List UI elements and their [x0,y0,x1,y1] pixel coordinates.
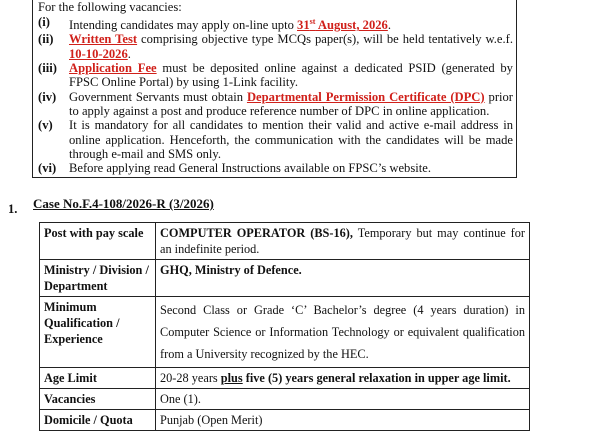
row-label: Minimum Qualification / Experience [40,297,156,368]
age-range: 20-28 years [160,371,221,385]
note-item-1 [38,15,513,32]
note-text: Government Servants must obtain [69,89,247,104]
note-text: comprising objective type MCQs paper(s), will be held tentatively w.e.f. [137,32,513,47]
deadline-date [297,18,388,32]
vacancies-value: One (1). [156,389,530,410]
note-text: prior to apply against a post and produce reference number of DPC in online application. [69,89,514,118]
intro-text: For the following vacancies: [38,0,182,14]
note-number: (iv) [38,89,57,104]
table-row [40,260,530,297]
note-item-3 [38,61,513,90]
note-item-5 [38,118,513,161]
note-text: Intending candidates may apply on-line upto [69,18,298,33]
age-plus: plus [220,371,243,385]
note-number: (i) [38,15,50,29]
vacancy-notes-list [38,15,513,175]
note-item-2 [38,32,513,61]
deadline-day: 31 [297,18,310,33]
note-number: (iii) [38,61,57,76]
post-title: COMPUTER OPERATOR (BS-16), [160,226,353,240]
dpc-highlight: Departmental Permission Certificate (DPC) [246,89,485,104]
note-item-6 [38,161,513,175]
row-label: Vacancies [40,389,156,410]
row-label: Post with pay scale [40,223,156,260]
domicile-value: Punjab (Open Merit) [156,410,530,431]
deadline-suffix: st [309,17,316,26]
note-text: Before applying read General Instructions available on FPSC’s website. [69,161,431,176]
table-row [40,368,530,389]
table-row [40,223,530,260]
note-number: (ii) [38,32,54,47]
note-text: must be deposited online against a dedicated PSID (generated by FPSC Online Portal) by using 1-Link facility. [69,61,513,90]
note-number: (vi) [38,161,57,176]
table-row [40,410,530,431]
table-row [40,389,530,410]
row-value [156,368,530,389]
test-date: 10-10-2026 [69,46,128,61]
written-test-highlight: Written Test [69,32,138,47]
note-punct: . [387,18,391,33]
department-value: GHQ, Ministry of Defence. [160,263,302,277]
row-label: Age Limit [40,368,156,389]
age-relaxation: five (5) years general relaxation in upper age limit. [242,371,511,385]
note-punct: . [127,46,131,61]
deadline-month-year: August, 2026 [315,18,388,33]
application-fee-highlight: Application Fee [69,61,157,76]
row-value [156,260,530,297]
note-item-4 [38,90,513,119]
case-number: 1. [8,202,18,216]
row-label: Domicile / Quota [40,410,156,431]
note-number: (v) [38,118,53,133]
qualification-value: Second Class or Grade ‘C’ Bachelor’s degree (4 years duration) in Computer Science or Information Technology or equivalent qualification from a University recognized by the HEC. [156,297,530,368]
note-text: It is mandatory for all candidates to mention their valid and active e-mail address in online application. Henceforth, the communication with the candidates will be made through e-mail and SMS only. [69,118,513,161]
job-details-table [39,222,530,431]
row-value [156,223,530,260]
row-label: Ministry / Division / Department [40,260,156,297]
post-terms: Temporary but may continue for an indefinite period. [160,226,526,256]
case-title: Case No.F.4-108/2026-R (3/2026) [33,196,214,211]
table-row [40,297,530,368]
